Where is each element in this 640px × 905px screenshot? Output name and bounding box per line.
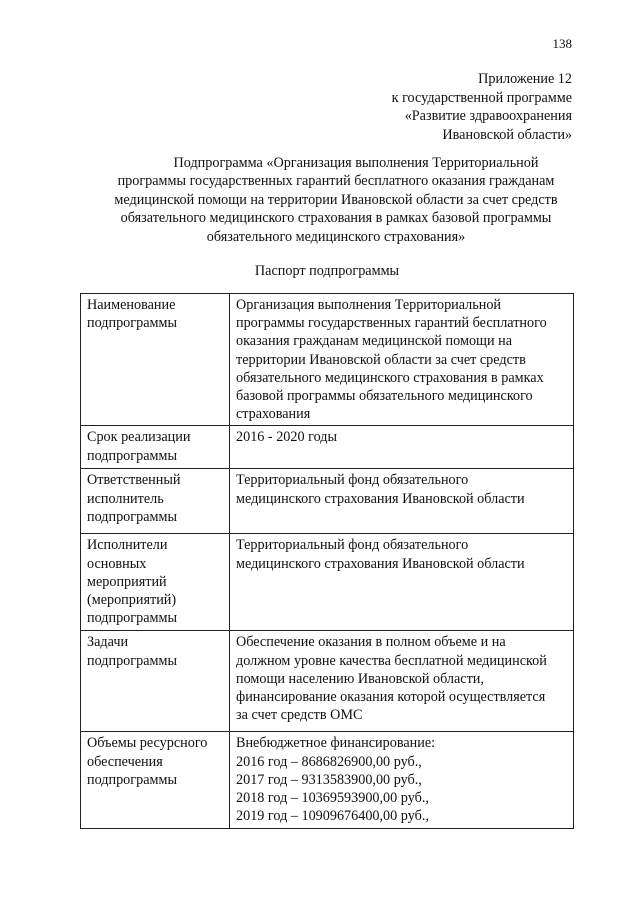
label-line: подпрограммы	[87, 652, 177, 669]
value-line: должном уровне качества бесплатной медицинской	[236, 652, 547, 669]
row-value	[230, 631, 574, 732]
value-line: обязательного медицинского страхования в рамках	[236, 369, 544, 386]
value-line: базовой программы обязательного медицинского	[236, 388, 533, 405]
title-line: обязательного медицинского страхования в рамках базовой программы	[120, 210, 552, 227]
annex-block	[252, 70, 572, 144]
row-value	[230, 426, 574, 469]
annex-line: Приложение 12	[478, 71, 572, 87]
label-line: подпрограммы	[87, 771, 177, 788]
value-line: за счет средств ОМС	[236, 707, 363, 724]
passport-heading: Паспорт подпрограммы	[254, 263, 400, 279]
row-value	[230, 294, 574, 426]
row-label	[81, 534, 230, 631]
value-line: оказания гражданам медицинской помощи на	[236, 333, 512, 350]
label-line: Наименование	[87, 297, 176, 313]
label-line: подпрограммы	[87, 508, 177, 525]
row-label	[81, 631, 230, 732]
value-line: программы государственных гарантий бесплатного	[236, 315, 547, 332]
row-value	[230, 469, 574, 534]
value-line: 2016 - 2020 годы	[236, 429, 338, 446]
value-line: Организация выполнения Территориальной	[236, 297, 502, 313]
annex-line: Ивановской области»	[442, 126, 572, 143]
value-line: медицинского страхования Ивановской области	[236, 490, 525, 507]
value-line: 2019 год – 10909676400,00 руб.,	[236, 808, 429, 825]
label-line: Исполнители	[87, 537, 168, 554]
row-label	[81, 294, 230, 426]
label-line: основных	[87, 555, 147, 572]
title-line: Подпрограмма «Организация выполнения Территориальной	[173, 155, 539, 171]
value-line: Территориальный фонд обязательного	[236, 537, 469, 554]
value-line: страхования	[236, 406, 311, 423]
row-label	[81, 426, 230, 469]
row-label	[81, 469, 230, 534]
label-line: Задачи	[87, 634, 129, 651]
value-line: 2016 год – 8686826900,00 руб.,	[236, 753, 422, 770]
row-value	[230, 534, 574, 631]
label-line: обеспечения	[87, 753, 163, 770]
value-line: Обеспечение оказания в полном объеме и на	[236, 634, 506, 651]
table-row	[81, 631, 574, 732]
title-line: программы государственных гарантий бесплатного оказания гражданам	[117, 173, 555, 190]
annex-line: к государственной программе	[391, 89, 572, 106]
value-line: финансирование оказания которой осуществляется	[236, 689, 546, 706]
subprogram-title	[86, 154, 586, 246]
label-line: мероприятий	[87, 573, 167, 590]
label-line: подпрограммы	[87, 447, 177, 464]
page-number: 138	[552, 36, 572, 51]
label-line: (мероприятий)	[87, 592, 177, 609]
row-value	[230, 732, 574, 829]
passport-table	[80, 293, 574, 829]
title-line: медицинской помощи на территории Ивановской области за счет средств	[114, 191, 558, 208]
value-line: медицинского страхования Ивановской области	[236, 555, 525, 572]
row-label	[81, 732, 230, 829]
label-line: подпрограммы	[87, 315, 177, 332]
table-row	[81, 469, 574, 534]
value-line: Внебюджетное финансирование:	[236, 735, 436, 752]
table-row	[81, 426, 574, 469]
label-line: подпрограммы	[87, 610, 177, 627]
table-row	[81, 732, 574, 829]
label-line: Ответственный	[87, 472, 181, 489]
label-line: исполнитель	[87, 490, 164, 507]
table-row	[81, 534, 574, 631]
title-line: обязательного медицинского страхования»	[206, 228, 466, 245]
table-row	[81, 294, 574, 426]
label-line: Объемы ресурсного	[87, 735, 208, 752]
value-line: 2018 год – 10369593900,00 руб.,	[236, 790, 429, 807]
value-line: территории Ивановской области за счет средств	[236, 351, 526, 368]
annex-line: «Развитие здравоохранения	[404, 108, 572, 124]
value-line: 2017 год – 9313583900,00 руб.,	[236, 771, 422, 788]
label-line: Срок реализации	[87, 429, 191, 446]
value-line: помощи населению Ивановской области,	[236, 670, 484, 687]
value-line: Территориальный фонд обязательного	[236, 472, 469, 489]
